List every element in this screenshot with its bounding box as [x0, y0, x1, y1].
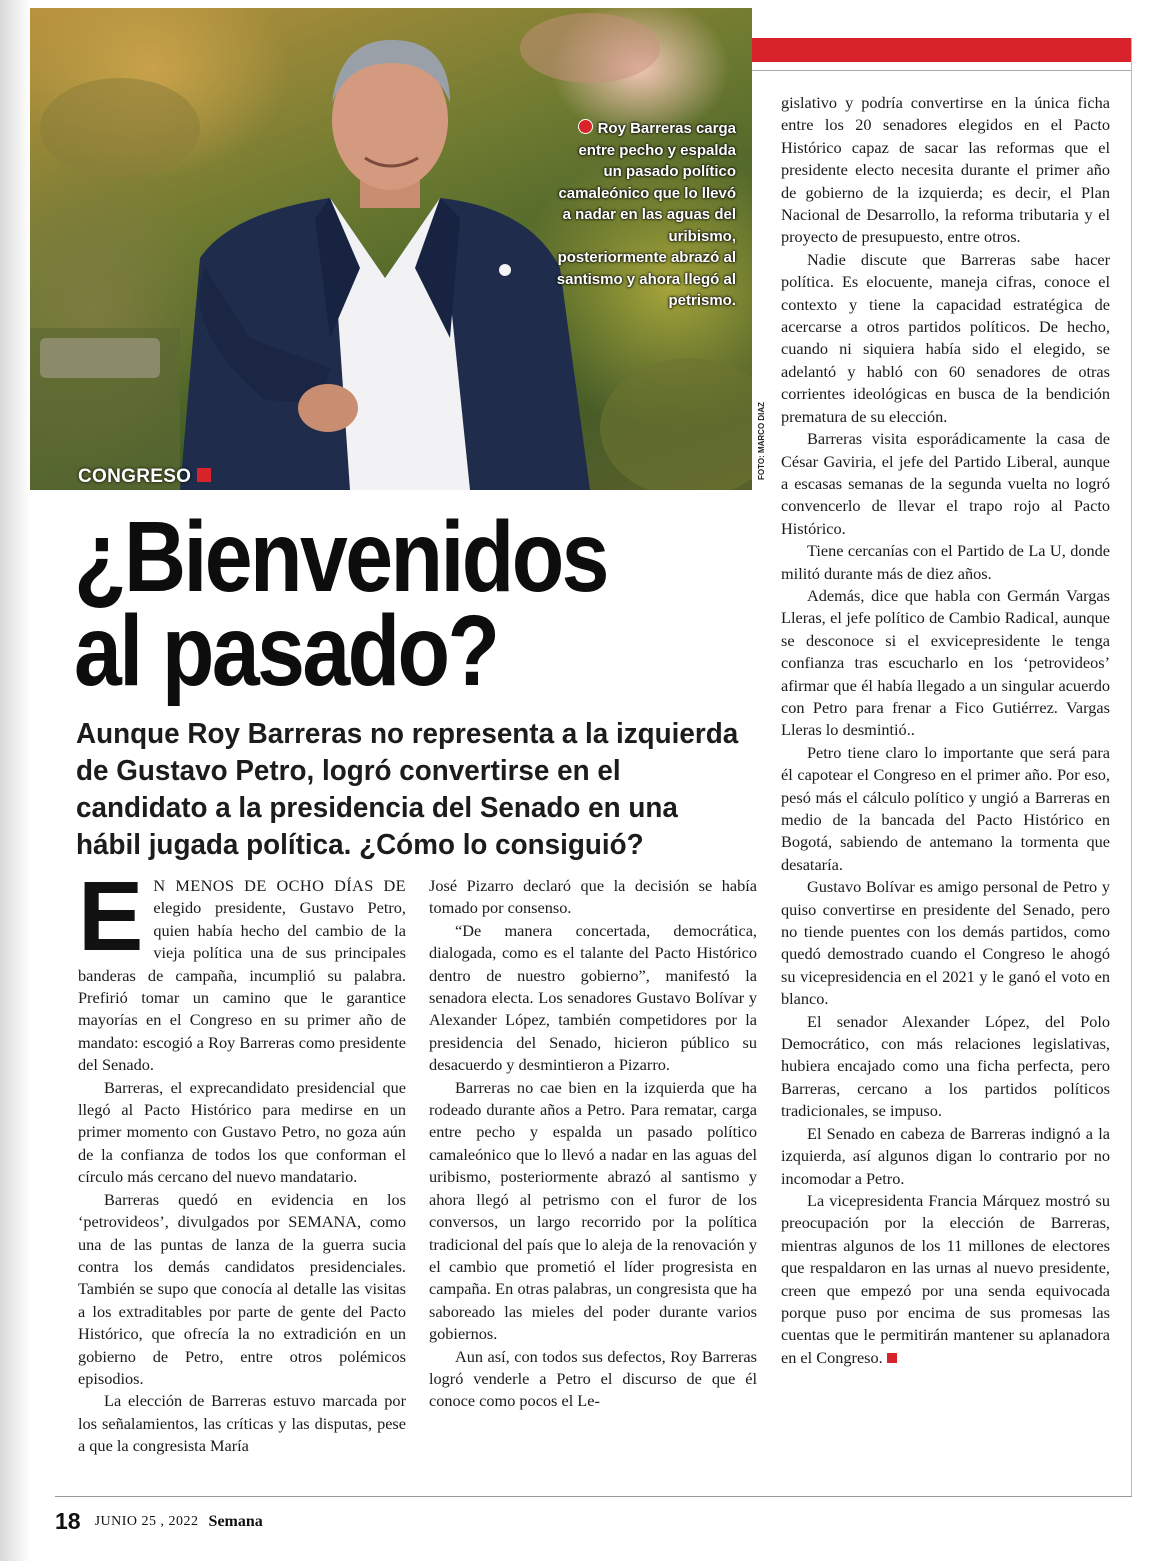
paragraph: Aun así, con todos sus defectos, Roy Barreras logró venderle a Petro el discurso de que él conoce como pocos el Le- [429, 1346, 757, 1411]
paragraph: La elección de Barreras estuvo marcada por los señalamientos, las críticas y las disputas, pese a que la congresista María [78, 1391, 406, 1456]
paragraph-text: elegido presidente, Gustavo Petro, quien había hecho del cambio de la vieja política una de sus principales banderas de campaña, incumplió su palabra. Prefirió tomar un camino que le garantice mayorías en el Congreso en su primer año de mandato: escogió a Roy Barreras como presidente del Senado. [78, 898, 406, 1075]
page-number: 18 [55, 1508, 81, 1534]
paragraph: El Senado en cabeza de Barreras indignó a la izquierda, así algunos digan lo contrario por no incomodar a Petro. [781, 1123, 1110, 1188]
photo-caption [556, 118, 736, 312]
top-rule [752, 70, 1132, 71]
right-rule [1131, 38, 1132, 1497]
magazine-name: Semana [208, 1512, 263, 1530]
article-column-3 [781, 92, 1110, 1369]
section-square-icon [197, 468, 211, 482]
end-of-article-icon [887, 1353, 897, 1363]
paragraph: José Pizarro declaró que la decisión se había tomado por consenso. [429, 876, 757, 918]
paragraph: Barreras, el exprecandidato presidencial que llegó al Pacto Histórico para medirse en un primer momento con Gustavo Petro, no goza aún de la confianza de todos los que conforman el círculo más cercano del nuevo mandatario. [78, 1077, 406, 1187]
paragraph: El senador Alexander López, del Polo Democrático, con más relaciones legislativas, hubiera encajado como una ficha perfecta, pero Barreras, cercano a los partidos políticos tradicionales, se impuso. [781, 1011, 1110, 1121]
paragraph: Barreras quedó en evidencia en los ‘petrovideos’, divulgados por SEMANA, como una de las puntas de lanza de la guerra sucia contra los demás candidatos presidenciales. También se supo que conocía al detalle las visitas a los extraditables por parte de gente del Pacto Histórico, que ofrecía la no extradición en un gobierno de Petro, entre otros polémicos episodios. [78, 1189, 406, 1388]
section-label-text: CONGRESO [78, 466, 192, 487]
caption-bullet-icon [578, 119, 593, 134]
paragraph: gislativo y podría convertirse en la única ficha entre los 20 senadores elegidos en el Pacto Histórico capaz de sacar las reformas que el presidente electo necesita durante el primer año de gobierno de la izquierda; es decir, el Plan Nacional de Desarrollo, la reforma tributaria y el proyecto de presupuesto, entre otros. [781, 93, 1110, 247]
issue-date: JUNIO 25 , 2022 [94, 1513, 199, 1529]
paragraph: Petro tiene claro lo importante que será para él capotear el Congreso en el primer año. Por eso, pesó más el cálculo político y ungió a Barreras en medio de la bancada del Pacto Histórico en Bogotá, sabiendo de antemano la tormenta que desataría. [781, 742, 1110, 874]
photo-credit: FOTO: MARCO DIAZ [757, 401, 766, 480]
paragraph [781, 1190, 1110, 1369]
paragraph: Además, dice que habla con Germán Vargas Lleras, el jefe político de Cambio Radical, aunque se desconoce si el exvicepresidente le tenga confianza tras escucharlo en los ‘petrovideos’ afirmar que él había llegado a un singular acuerdo con Petro para frenar a Fico Gutiérrez. Vargas Lleras lo desmintió.. [781, 585, 1110, 740]
paragraph-text: La vicepresidenta Francia Márquez mostró su preocupación por la elección de Barreras, mientras algunos de los 11 millones de electores que respaldaron en las urnas al nuevo presidente, creen que empezó por una senda equivocada porque puso por encima de sus promesas las cuentas que le permitirán mantener su aplanadora en el Congreso. [781, 1190, 1110, 1367]
article-headline [74, 501, 650, 707]
photo-caption-text: Roy Barreras carga entre pecho y espalda un pasado político camaleónico que lo llevó a nadar en las aguas del uribismo, posteriormente abrazó al santismo y ahora llegó al petrismo. [556, 120, 736, 309]
headline-line-2: al pasado? [74, 595, 498, 707]
page-spine-shadow [0, 0, 30, 1561]
paragraph [78, 861, 406, 1077]
paragraph: Barreras no cae bien en la izquierda que ha rodeado durante años a Petro. Para rematar, carga entre pecho y espalda un pasado político camaleónico que lo llevó a nadar en las aguas del uribismo, posteriormente abrazó al santismo y ahora llegó al petrismo con el furor de los conversos, un largo recorrido por la política tradicional del país que lo aleja de la renovación y el cambio que prometió el líder progresista en campaña. En otras palabras, un congresista que ha saboreado las mieles del poder durante varios gobiernos. [429, 1077, 757, 1344]
headline-line-1: ¿Bienvenidos [74, 501, 607, 613]
drop-cap: E [78, 861, 144, 971]
accent-red-bar [752, 38, 1132, 62]
paragraph: Barreras visita esporádicamente la casa de César Gaviria, el jefe del Partido Liberal, aunque a escasas semanas de la segunda vuelta no logró convencerlo de llevar el trapo rojo al Pacto Histórico. [781, 429, 1110, 538]
bottom-rule [55, 1496, 1132, 1497]
paragraph: “De manera concertada, democrática, dialogada, como es el talante del Pacto Histórico dentro de nuestro gobierno”, manifestó la senadora electa. Los senadores Gustavo Bolívar y Alexander López, también competidores por la presidencia del Senado, hicieron público su desacuerdo y desmintieron a Pizarro. [429, 920, 757, 1075]
page-footer [55, 1508, 263, 1535]
lead-in-caps: N MENOS DE OCHO DÍAS DE [153, 876, 406, 895]
paragraph: Gustavo Bolívar es amigo personal de Petro y quiso convertirse en presidente del Senado, pero no tiende puentes con los demás partidos, como quedó demostrado cuando el Congreso le ahogó su vicepresidencia en el 2021 y le ganó el voto en blanco. [781, 877, 1110, 1009]
article-deck: Aunque Roy Barreras no representa a la izquierda de Gustavo Petro, logró convertirse en el candidato a la presidencia del Senado en una hábil jugada política. ¿Cómo lo consiguió? [76, 718, 739, 861]
article-column-2 [429, 875, 757, 1413]
article-photo [30, 8, 752, 490]
paragraph: Nadie discute que Barreras sabe hacer política. Es elocuente, maneja cifras, conoce el contexto y tiene la capacidad estratégica de acercarse a otros partidos políticos. De hecho, cuando ni siquiera había sido el elegido, se adelantó y habló con 60 senadores de otras corrientes ideológicas en busca de la bendición prematura de su elección. [781, 249, 1110, 426]
article-column-1 [78, 861, 406, 1458]
paragraph: Tiene cercanías con el Partido de La U, donde militó durante más de diez años. [781, 541, 1110, 583]
section-label [78, 466, 211, 488]
